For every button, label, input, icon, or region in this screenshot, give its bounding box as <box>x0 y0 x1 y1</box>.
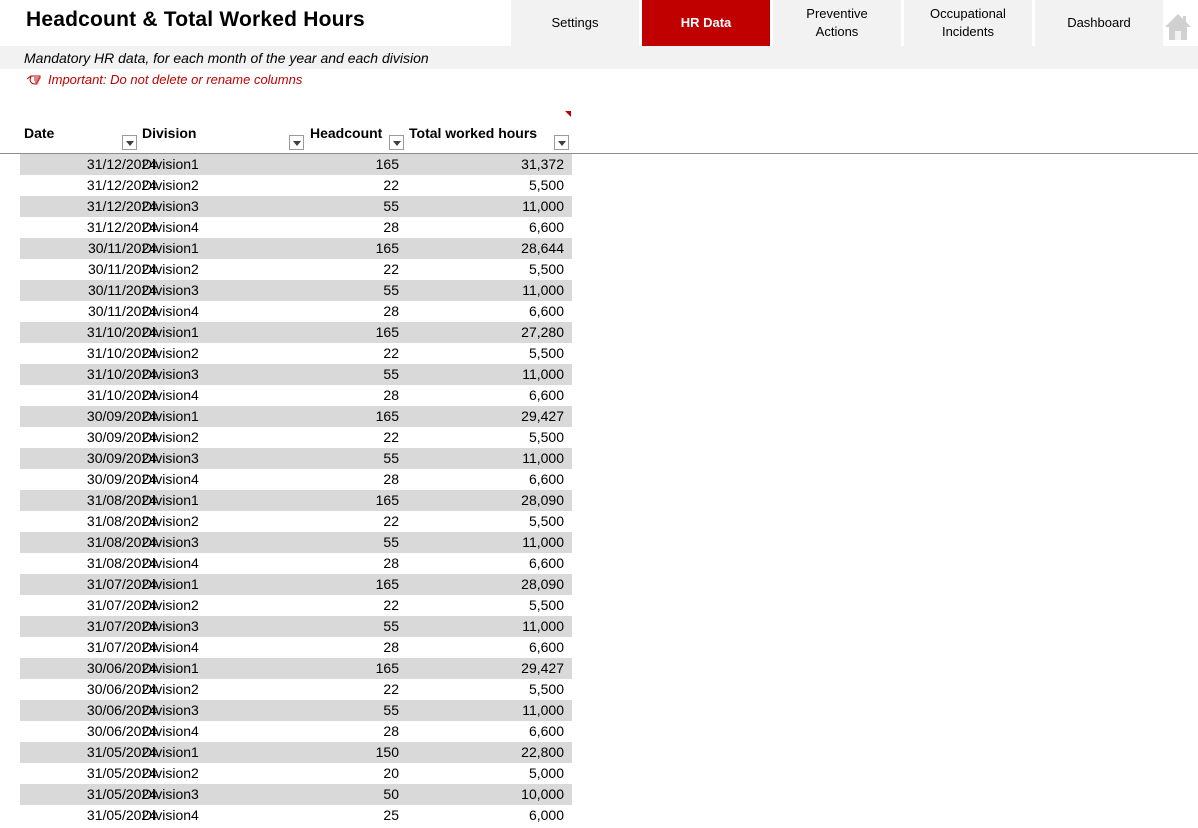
total-worked-hours-cell[interactable]: 10,000 <box>521 786 564 802</box>
date-cell[interactable]: 31/10/2024 <box>86 345 157 361</box>
total-worked-hours-cell[interactable]: 5,500 <box>528 513 564 529</box>
total-worked-hours-cell[interactable]: 28,090 <box>521 576 564 592</box>
date-cell[interactable]: 31/08/2024 <box>86 492 157 508</box>
table-row[interactable] <box>20 385 572 406</box>
table-row[interactable] <box>20 658 572 679</box>
headcount-cell[interactable]: 22 <box>383 261 399 277</box>
total-worked-hours-cell[interactable]: 6,600 <box>528 723 564 739</box>
date-cell[interactable]: 30/06/2024 <box>86 660 157 676</box>
nav-preventive-actions-label: Preventive Actions <box>806 6 868 39</box>
total-worked-hours-cell[interactable]: 5,500 <box>528 345 564 361</box>
total-worked-hours-cell[interactable]: 6,600 <box>528 303 564 319</box>
pointing-hand-icon <box>26 74 42 86</box>
division-cell[interactable]: Division2 <box>142 345 199 361</box>
total-worked-hours-cell[interactable]: 6,600 <box>528 471 564 487</box>
division-cell[interactable]: Division2 <box>142 177 199 193</box>
filter-date-button[interactable] <box>122 135 137 150</box>
total-worked-hours-cell[interactable]: 11,000 <box>522 534 564 550</box>
headcount-cell[interactable]: 150 <box>375 744 399 760</box>
top-bar <box>0 0 1198 46</box>
division-cell[interactable]: Division4 <box>142 555 199 571</box>
division-cell[interactable]: Division3 <box>142 786 199 802</box>
table-row[interactable] <box>20 805 572 826</box>
date-cell[interactable]: 31/08/2024 <box>86 534 157 550</box>
nav-dashboard-label: Dashboard <box>1067 15 1131 30</box>
headcount-cell[interactable]: 28 <box>383 639 399 655</box>
division-cell[interactable]: Division4 <box>142 723 199 739</box>
total-worked-hours-cell[interactable]: 6,600 <box>528 219 564 235</box>
division-cell[interactable]: Division3 <box>142 450 199 466</box>
table-row[interactable] <box>20 532 572 553</box>
table-row[interactable] <box>20 595 572 616</box>
total-worked-hours-cell[interactable]: 6,600 <box>528 387 564 403</box>
headcount-cell[interactable]: 165 <box>375 240 399 256</box>
total-worked-hours-cell[interactable]: 29,427 <box>521 408 564 424</box>
nav-hr-data-label: HR Data <box>680 15 732 30</box>
total-worked-hours-cell[interactable]: 11,000 <box>522 282 564 298</box>
headcount-cell[interactable]: 22 <box>383 177 399 193</box>
headcount-cell[interactable]: 165 <box>375 408 399 424</box>
date-cell[interactable]: 30/06/2024 <box>86 723 157 739</box>
total-worked-hours-cell[interactable]: 11,000 <box>522 618 564 634</box>
column-header-date: Date <box>24 125 55 141</box>
date-cell[interactable]: 31/05/2024 <box>86 744 157 760</box>
table-row[interactable] <box>20 154 572 175</box>
table-row[interactable] <box>20 427 572 448</box>
division-cell[interactable]: Division1 <box>142 660 199 676</box>
division-cell[interactable]: Division4 <box>142 471 199 487</box>
headcount-cell[interactable]: 20 <box>383 765 399 781</box>
division-cell[interactable]: Division4 <box>142 639 199 655</box>
table-row[interactable] <box>20 280 572 301</box>
table-row[interactable] <box>20 238 572 259</box>
date-cell[interactable]: 31/08/2024 <box>86 513 157 529</box>
division-cell[interactable]: Division2 <box>142 681 199 697</box>
division-cell[interactable]: Division1 <box>142 576 199 592</box>
total-worked-hours-cell[interactable]: 6,600 <box>528 555 564 571</box>
headcount-cell[interactable]: 50 <box>383 786 399 802</box>
table-row[interactable] <box>20 469 572 490</box>
total-worked-hours-cell[interactable]: 28,644 <box>521 240 564 256</box>
total-worked-hours-cell[interactable]: 11,000 <box>522 702 564 718</box>
division-cell[interactable]: Division2 <box>142 513 199 529</box>
total-worked-hours-cell[interactable]: 27,280 <box>521 324 564 340</box>
total-worked-hours-cell[interactable]: 5,500 <box>528 681 564 697</box>
hr-data-table <box>20 154 572 826</box>
total-worked-hours-cell[interactable]: 5,000 <box>528 765 564 781</box>
table-row[interactable] <box>20 406 572 427</box>
page-title: Headcount & Total Worked Hours <box>26 8 365 31</box>
date-cell[interactable]: 31/07/2024 <box>86 618 157 634</box>
division-cell[interactable]: Division4 <box>142 303 199 319</box>
date-cell[interactable]: 30/09/2024 <box>86 429 157 445</box>
nav-occupational-incidents-label: Occupational Incidents <box>930 6 1006 39</box>
nav-occupational-incidents-button[interactable] <box>904 0 1032 46</box>
headcount-cell[interactable]: 22 <box>383 597 399 613</box>
table-row[interactable] <box>20 721 572 742</box>
division-cell[interactable]: Division3 <box>142 282 199 298</box>
table-row[interactable] <box>20 616 572 637</box>
division-cell[interactable]: Division3 <box>142 366 199 382</box>
headcount-cell[interactable]: 22 <box>383 345 399 361</box>
division-cell[interactable]: Division4 <box>142 219 199 235</box>
total-worked-hours-cell[interactable]: 11,000 <box>522 366 564 382</box>
date-cell[interactable]: 31/05/2024 <box>86 807 157 823</box>
date-cell[interactable]: 31/07/2024 <box>86 597 157 613</box>
table-row[interactable] <box>20 322 572 343</box>
headcount-cell[interactable]: 165 <box>375 492 399 508</box>
headcount-cell[interactable]: 28 <box>383 387 399 403</box>
headcount-cell[interactable]: 22 <box>383 681 399 697</box>
headcount-cell[interactable]: 28 <box>383 219 399 235</box>
table-row[interactable] <box>20 301 572 322</box>
table-row[interactable] <box>20 553 572 574</box>
division-cell[interactable]: Division1 <box>142 324 199 340</box>
total-worked-hours-cell[interactable]: 5,500 <box>528 429 564 445</box>
division-cell[interactable]: Division1 <box>142 240 199 256</box>
headcount-cell[interactable]: 165 <box>375 156 399 172</box>
table-row[interactable] <box>20 784 572 805</box>
date-cell[interactable]: 31/07/2024 <box>86 576 157 592</box>
table-row[interactable] <box>20 175 572 196</box>
headcount-cell[interactable]: 22 <box>383 513 399 529</box>
nav-settings-button[interactable] <box>511 0 639 46</box>
headcount-cell[interactable]: 55 <box>383 702 399 718</box>
filter-division-button[interactable] <box>289 135 304 150</box>
date-cell[interactable]: 31/10/2024 <box>86 366 157 382</box>
total-worked-hours-cell[interactable]: 29,427 <box>521 660 564 676</box>
important-note <box>26 72 302 87</box>
filter-total-worked-hours-button[interactable] <box>554 135 569 150</box>
date-cell[interactable]: 30/11/2024 <box>87 303 157 319</box>
total-worked-hours-cell[interactable]: 5,500 <box>528 597 564 613</box>
page-subtitle: Mandatory HR data, for each month of the year and each division <box>24 50 429 66</box>
nav-preventive-actions-button[interactable] <box>773 0 901 46</box>
table-row[interactable] <box>20 574 572 595</box>
date-cell[interactable]: 31/12/2024 <box>86 177 157 193</box>
table-row[interactable] <box>20 511 572 532</box>
total-worked-hours-cell[interactable]: 5,500 <box>528 177 564 193</box>
date-cell[interactable]: 30/11/2024 <box>87 282 157 298</box>
table-row[interactable] <box>20 700 572 721</box>
headcount-cell[interactable]: 28 <box>383 471 399 487</box>
headcount-cell[interactable]: 28 <box>383 555 399 571</box>
division-cell[interactable]: Division1 <box>142 408 199 424</box>
date-cell[interactable]: 31/12/2024 <box>86 156 157 172</box>
date-cell[interactable]: 30/09/2024 <box>86 408 157 424</box>
column-header-total-worked-hours: Total worked hours <box>409 125 538 141</box>
table-row[interactable] <box>20 259 572 280</box>
division-cell[interactable]: Division2 <box>142 429 199 445</box>
filter-headcount-button[interactable] <box>389 135 404 150</box>
date-cell[interactable]: 31/12/2024 <box>86 219 157 235</box>
division-cell[interactable]: Division2 <box>142 597 199 613</box>
headcount-cell[interactable]: 28 <box>383 303 399 319</box>
headcount-cell[interactable]: 22 <box>383 429 399 445</box>
table-row[interactable] <box>20 490 572 511</box>
total-worked-hours-cell[interactable]: 6,000 <box>528 807 564 823</box>
table-row[interactable] <box>20 217 572 238</box>
date-cell[interactable]: 31/10/2024 <box>86 324 157 340</box>
table-row[interactable] <box>20 364 572 385</box>
division-cell[interactable]: Division2 <box>142 765 199 781</box>
division-cell[interactable]: Division4 <box>142 807 199 823</box>
headcount-cell[interactable]: 55 <box>383 366 399 382</box>
headcount-cell[interactable]: 165 <box>375 660 399 676</box>
division-cell[interactable]: Division3 <box>142 534 199 550</box>
comment-indicator[interactable] <box>565 111 571 117</box>
total-worked-hours-cell[interactable]: 11,000 <box>522 198 564 214</box>
date-cell[interactable]: 31/10/2024 <box>86 387 157 403</box>
total-worked-hours-cell[interactable]: 6,600 <box>528 639 564 655</box>
headcount-cell[interactable]: 25 <box>383 807 399 823</box>
date-cell[interactable]: 30/06/2024 <box>86 702 157 718</box>
division-cell[interactable]: Division1 <box>142 492 199 508</box>
date-cell[interactable]: 31/07/2024 <box>86 639 157 655</box>
date-cell[interactable]: 30/11/2024 <box>87 261 157 277</box>
date-cell[interactable]: 31/05/2024 <box>86 786 157 802</box>
table-row[interactable] <box>20 343 572 364</box>
division-cell[interactable]: Division4 <box>142 387 199 403</box>
nav-dashboard-button[interactable] <box>1035 0 1163 46</box>
division-cell[interactable]: Division2 <box>142 261 199 277</box>
important-note-text: Important: Do not delete or rename columns <box>48 72 303 87</box>
headcount-cell[interactable]: 55 <box>383 198 399 214</box>
total-worked-hours-cell[interactable]: 22,800 <box>521 744 564 760</box>
table-row[interactable] <box>20 637 572 658</box>
division-cell[interactable]: Division3 <box>142 618 199 634</box>
headcount-cell[interactable]: 55 <box>383 534 399 550</box>
total-worked-hours-cell[interactable]: 11,000 <box>522 450 564 466</box>
headcount-cell[interactable]: 55 <box>383 618 399 634</box>
table-row[interactable] <box>20 448 572 469</box>
total-worked-hours-cell[interactable]: 5,500 <box>528 261 564 277</box>
date-cell[interactable]: 31/05/2024 <box>86 765 157 781</box>
date-cell[interactable]: 30/09/2024 <box>86 471 157 487</box>
nav-settings-label: Settings <box>551 15 599 30</box>
date-cell[interactable]: 30/11/2024 <box>87 240 157 256</box>
division-cell[interactable]: Division1 <box>142 156 199 172</box>
headcount-cell[interactable]: 165 <box>375 324 399 340</box>
table-row[interactable] <box>20 679 572 700</box>
table-row[interactable] <box>20 742 572 763</box>
column-header-headcount: Headcount <box>310 125 383 141</box>
date-cell[interactable]: 31/08/2024 <box>86 555 157 571</box>
date-cell[interactable]: 31/12/2024 <box>86 198 157 214</box>
total-worked-hours-cell[interactable]: 28,090 <box>521 492 564 508</box>
home-icon[interactable] <box>1164 12 1192 42</box>
date-cell[interactable]: 30/09/2024 <box>86 450 157 466</box>
headcount-cell[interactable]: 165 <box>375 576 399 592</box>
division-cell[interactable]: Division3 <box>142 702 199 718</box>
date-cell[interactable]: 30/06/2024 <box>86 681 157 697</box>
headcount-cell[interactable]: 28 <box>383 723 399 739</box>
headcount-cell[interactable]: 55 <box>383 450 399 466</box>
nav-hr-data-button[interactable] <box>642 0 770 46</box>
headcount-cell[interactable]: 55 <box>383 282 399 298</box>
table-row[interactable] <box>20 763 572 784</box>
division-cell[interactable]: Division1 <box>142 744 199 760</box>
table-row[interactable] <box>20 196 572 217</box>
total-worked-hours-cell[interactable]: 31,372 <box>521 156 564 172</box>
division-cell[interactable]: Division3 <box>142 198 199 214</box>
column-header-division: Division <box>142 125 197 141</box>
